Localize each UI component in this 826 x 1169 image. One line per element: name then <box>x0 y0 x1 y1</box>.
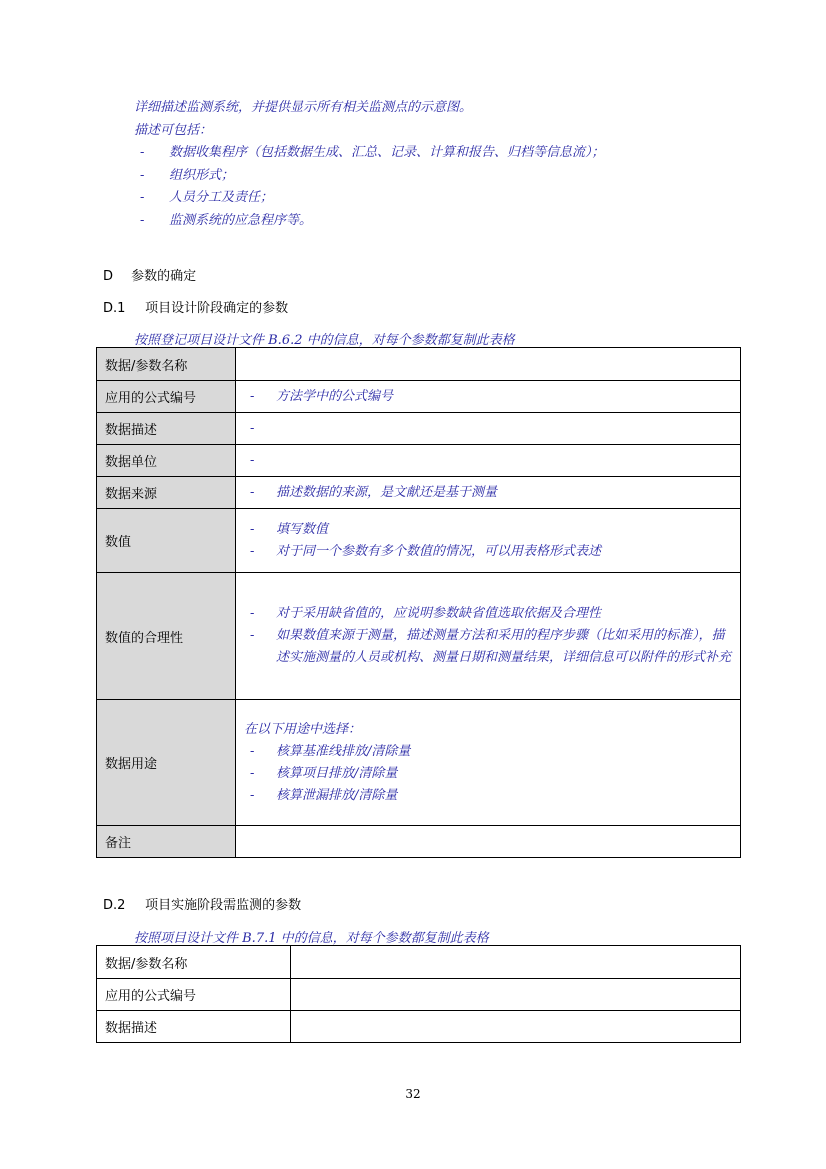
bullet-dash: - <box>250 543 255 559</box>
row-value[interactable] <box>236 381 741 413</box>
table-row <box>97 700 741 826</box>
bullet-dash: - <box>250 521 255 537</box>
section-d-heading <box>103 265 196 284</box>
intro-bullet <box>134 187 605 210</box>
table-row <box>97 381 741 413</box>
section-title: 参数的确定 <box>131 269 197 284</box>
bullet-dash: - <box>250 743 255 759</box>
value-text <box>276 450 740 472</box>
bullet-dash: - <box>250 452 255 468</box>
row-value[interactable] <box>291 946 741 979</box>
section-title: 项目设计阶段确定的参数 <box>145 301 289 316</box>
row-value[interactable] <box>236 700 741 826</box>
table-row <box>97 509 741 573</box>
intro-bullet <box>134 165 605 188</box>
section-title: 项目实施阶段需监测的参数 <box>145 898 302 913</box>
parameter-table-d2 <box>96 945 741 1043</box>
row-label: 数据/参数名称 <box>97 946 291 979</box>
section-d1-heading <box>103 297 288 316</box>
value-text: 对于同一个参数有多个数值的情况，可以用表格形式表述 <box>276 543 602 559</box>
value-text: 方法学中的公式编号 <box>276 388 394 404</box>
row-value[interactable] <box>236 826 741 858</box>
table-row <box>97 573 741 700</box>
table-row <box>97 826 741 858</box>
section-number: D <box>103 269 114 284</box>
table-row <box>97 348 741 381</box>
row-label: 数值 <box>97 509 236 573</box>
table-row <box>97 413 741 445</box>
table-row <box>97 979 741 1011</box>
section-d2-heading <box>103 894 301 913</box>
row-value[interactable] <box>236 445 741 477</box>
intro-line-1: 详细描述监测系统，并提供显示所有相关监测点的示意图。 <box>134 100 473 115</box>
intro-block <box>134 97 605 232</box>
bullet-text: 数据收集程序（包括数据生成、汇总、记录、计算和报告、归档等信息流）； <box>169 145 605 160</box>
value-text: 描述数据的来源，是文献还是基于测量 <box>276 484 498 500</box>
bullet-dash: - <box>250 388 255 404</box>
bullet-text: 监测系统的应急程序等。 <box>169 212 313 228</box>
bullet-text: 人员分工及责任； <box>169 190 274 205</box>
value-text: 核算泄漏排放/清除量 <box>276 787 398 803</box>
intro-bullet <box>134 142 605 165</box>
bullet-dash: - <box>250 765 255 781</box>
row-label: 数据描述 <box>97 413 236 445</box>
row-value[interactable] <box>236 348 741 381</box>
value-text: 核算项目排放/清除量 <box>276 765 398 781</box>
table-row <box>97 477 741 509</box>
table-row <box>97 445 741 477</box>
row-label: 数值的合理性 <box>97 573 236 700</box>
row-label: 数据单位 <box>97 445 236 477</box>
bullet-dash: - <box>250 628 255 643</box>
intro-bullet <box>134 210 605 233</box>
parameter-table-d1 <box>96 347 741 858</box>
value-text: 对于采用缺省值的，应说明参数缺省值选取依据及合理性 <box>276 606 602 621</box>
bullet-dash: - <box>250 606 255 621</box>
bullet-dash: - <box>250 787 255 803</box>
value-intro: 在以下用途中选择： <box>244 721 362 737</box>
row-label: 备注 <box>97 826 236 858</box>
bullet-dash: - <box>140 190 145 205</box>
page-number: 32 <box>405 1087 421 1101</box>
row-value[interactable] <box>236 413 741 445</box>
table-caption: 按照项目设计文件 B.7.1 中的信息，对每个参数都复制此表格 <box>134 931 489 946</box>
bullet-dash: - <box>250 420 255 436</box>
row-label: 应用的公式编号 <box>97 979 291 1011</box>
value-text: 核算基准线排放/清除量 <box>276 743 411 759</box>
table-row <box>97 946 741 979</box>
intro-line-2: 描述可包括： <box>134 122 213 138</box>
value-text <box>276 418 740 440</box>
section-number: D.1 <box>103 301 126 316</box>
row-value[interactable] <box>291 1011 741 1043</box>
table-row <box>97 1011 741 1043</box>
bullet-dash: - <box>140 145 145 160</box>
bullet-text: 组织形式； <box>169 167 235 183</box>
value-text: 填写数值 <box>276 521 329 537</box>
row-value[interactable] <box>236 573 741 700</box>
row-label: 应用的公式编号 <box>97 381 236 413</box>
row-label: 数据描述 <box>97 1011 291 1043</box>
section-number: D.2 <box>103 898 126 913</box>
row-label: 数据来源 <box>97 477 236 509</box>
row-value[interactable] <box>291 979 741 1011</box>
row-label: 数据/参数名称 <box>97 348 236 381</box>
table-caption: 按照登记项目设计文件 B.6.2 中的信息，对每个参数都复制此表格 <box>134 333 515 348</box>
row-label: 数据用途 <box>97 700 236 826</box>
bullet-dash: - <box>140 167 145 183</box>
value-text: 如果数值来源于测量，描述测量方法和采用的程序步骤（比如采用的标准），描述实施测量的人员或机构、测量日期和测量结果，详细信息可以附件的形式补充 <box>276 628 732 665</box>
row-value[interactable] <box>236 477 741 509</box>
row-value[interactable] <box>236 509 741 573</box>
bullet-dash: - <box>140 212 145 228</box>
bullet-dash: - <box>250 484 255 500</box>
